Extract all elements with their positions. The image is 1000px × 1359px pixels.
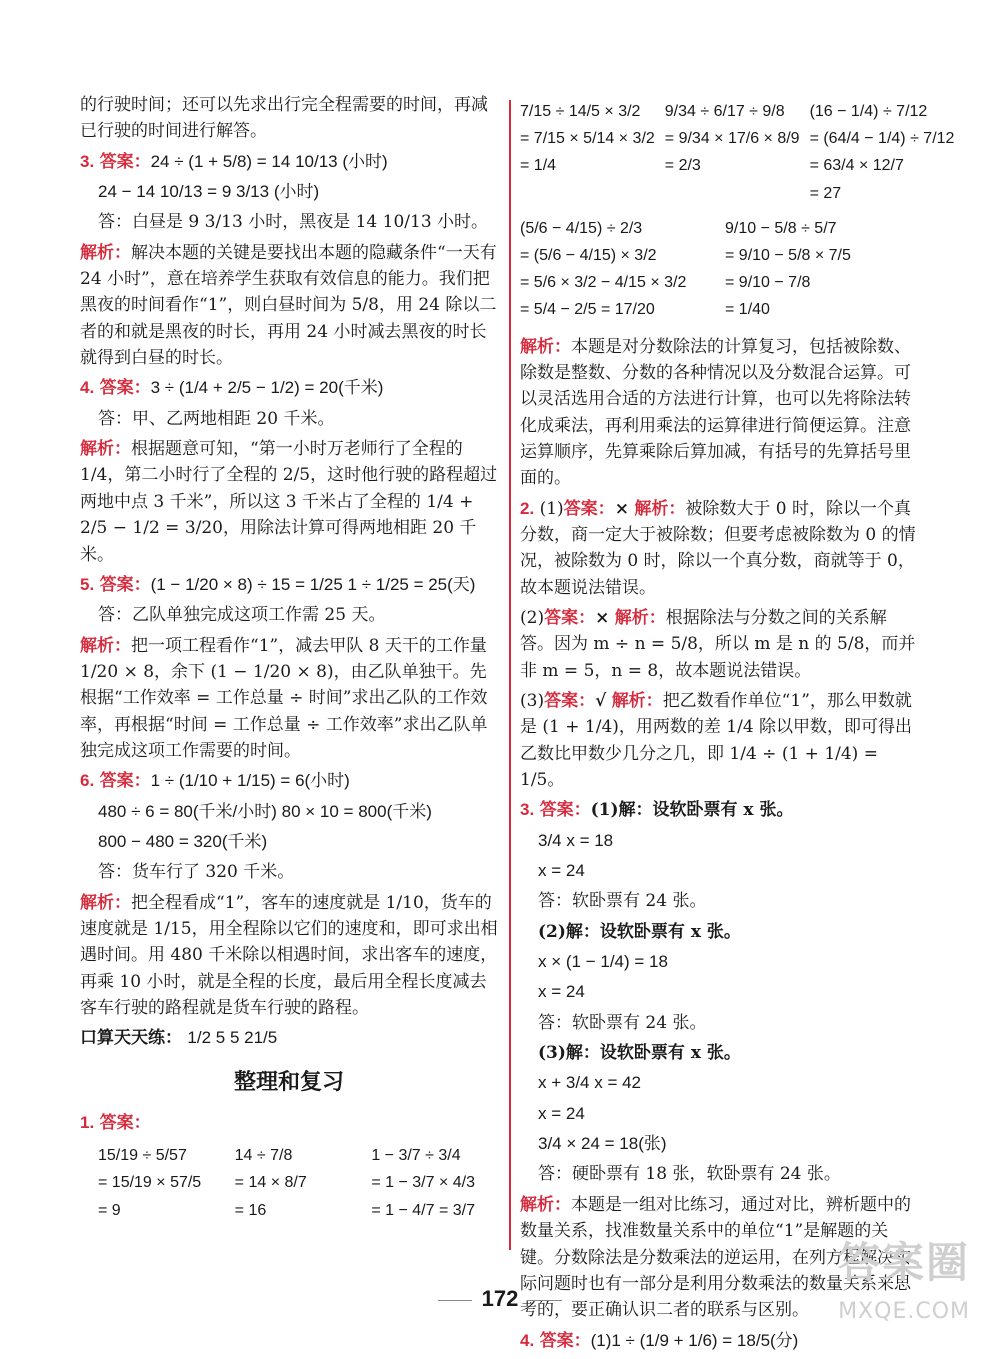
question-number: 4.	[80, 378, 95, 398]
calc-block	[810, 98, 955, 207]
answer-tag: 答案：	[99, 771, 151, 791]
equation: (1)1 ÷ (1/9 + 1/6) = 18/5(分)	[590, 1330, 799, 1350]
part-label: (3)	[520, 690, 545, 711]
answer-tag: 答案：	[563, 498, 615, 518]
calc-step: = 27	[809, 184, 842, 202]
calc-step: = 16	[234, 1201, 267, 1219]
question-number: 3.	[520, 800, 535, 820]
calculation-grid	[520, 215, 920, 324]
calc-step: = 9/10 − 5/8 × 7/5	[725, 246, 851, 264]
question-number: 6.	[80, 771, 95, 791]
answer-mark: ×	[595, 607, 610, 628]
answer-tag: 答案：	[99, 574, 151, 594]
answer-tag: 答案：	[539, 1330, 591, 1350]
equation: x + 3/4 x = 42	[538, 1073, 642, 1093]
equation: 24 − 14 10/13 = 9 3/13 (小时)	[98, 182, 320, 202]
analysis-tag: 解析：	[80, 892, 131, 912]
mental-math-values: 1/2 5 5 21/5	[187, 1028, 278, 1048]
calc-step: = 9	[98, 1201, 121, 1219]
answer-tag: 答案：	[99, 1112, 151, 1132]
calc-step: = 5/6 × 3/2 − 4/15 × 3/2	[520, 274, 687, 292]
analysis-text: 把乙数看作单位“1”，那么甲数就是 (1 + 1/4)，用两数的差 1/4 除以甲数，即可得出乙数比甲数少几分之几，即 1/4 ÷ (1 + 1/4) = 1/5。	[520, 690, 913, 790]
analysis-text: 根据题意可知，“第一小时万老师行了全程的 1/4，第二小时行了全程的 2/5，这时他行驶的路程超过两地中点 3 千米”，所以这 3 千米占了全程的 1/4 + 2/5 − 1/2 = 3/20，用除法计算可得两地相距 20 千米。	[80, 439, 498, 565]
mental-math-row	[80, 1025, 498, 1051]
analysis-text: 本题是一组对比练习，通过对比，辨析题中的数量关系，找准数量关系中的单位“1”是解题的关键。分数除法是分数乘法的逆运用，在列方程解决实际问题时也有一部分是利用分数乘法的数量关系来思考的，要正确认识二者的联系与区别。	[520, 1194, 911, 1321]
solution-heading: (1)解：设软卧票有 x 张。	[590, 800, 794, 821]
equation: 1 ÷ (1/10 + 1/15) = 6(小时)	[150, 771, 350, 791]
calc-step: = 1 − 3/7 × 4/3	[371, 1174, 475, 1192]
answer-tag: 答案：	[544, 690, 596, 710]
question-number: 4.	[520, 1330, 535, 1350]
analysis-text: 被除数大于 0 时，除以一个真分数，商一定大于被除数；但要考虑被除数为 0 的情况，被除数为 0 时，除以一个真分数，商就等于 0，故本题说法错误。	[520, 498, 916, 598]
answer-statement: 答：白昼是 9 3/13 小时，黑夜是 14 10/13 小时。	[98, 212, 489, 233]
left-column	[80, 92, 498, 1230]
part-label: (2)	[520, 607, 545, 628]
equation: (1 − 1/20 × 8) ÷ 15 = 1/25 1 ÷ 1/25 = 25(天)	[150, 574, 476, 594]
right-column	[520, 92, 955, 1358]
analysis-tag: 解析：	[80, 635, 131, 655]
page-number-rule	[438, 1300, 472, 1301]
analysis-text: 把一项工程看作“1”，减去甲队 8 天干的工作量 1/20 × 8，余下 (1 − 1/20 × 8)，由乙队单独干。先根据“工作效率 = 工作总量 ÷ 时间”求出乙队的工作效率，再根据“时间 = 工作总量 ÷ 工作效率”求出乙队单独完成这项工作需要的时间。	[80, 635, 488, 761]
calc-block	[371, 1142, 498, 1224]
calc-step: = 7/15 × 5/14 × 3/2	[520, 130, 655, 148]
question-number: 2.	[520, 498, 535, 518]
equation: 480 ÷ 6 = 80(千米/小时) 80 × 10 = 800(千米)	[98, 801, 432, 821]
calc-block	[665, 98, 800, 207]
answer-tag: 答案：	[99, 151, 151, 171]
equation: x × (1 − 1/4) = 18	[538, 952, 668, 972]
part-label: (1)	[539, 498, 564, 519]
analysis-tag: 解析：	[611, 690, 663, 710]
watermark-url: MXQE.COM	[838, 1298, 970, 1324]
answer-statement: 答：乙队单独完成这项工作需 25 天。	[98, 605, 386, 626]
calc-block	[98, 1142, 225, 1224]
calc-block	[725, 215, 920, 324]
mental-math-label: 口算天天练：	[80, 1028, 182, 1049]
calc-step: = 15/19 × 57/5	[98, 1174, 202, 1192]
column-divider	[509, 100, 511, 1250]
answer-tag: 答案：	[544, 607, 596, 627]
calc-step: 1 − 3/7 ÷ 3/4	[371, 1147, 461, 1165]
equation: 3/4 x = 18	[538, 830, 614, 850]
section-title: 整理和复习	[233, 1069, 344, 1095]
question-3	[80, 149, 498, 372]
answer-statement: 答：硬卧票有 18 张，软卧票有 24 张。	[538, 1164, 841, 1185]
calc-step: = 1/4	[520, 157, 557, 175]
equation: 3 ÷ (1/4 + 2/5 − 1/2) = 20(千米)	[150, 378, 384, 398]
calc-step: 15/19 ÷ 5/57	[98, 1147, 187, 1165]
equation: x = 24	[538, 982, 585, 1002]
watermark-text: 答案圈	[837, 1237, 970, 1287]
equation: 3/4 × 24 = 18(张)	[538, 1134, 667, 1154]
analysis-tag: 解析：	[520, 336, 571, 356]
question-number: 1.	[80, 1112, 95, 1132]
question-6	[80, 768, 498, 1021]
equation: 24 ÷ (1 + 5/8) = 14 10/13 (小时)	[150, 151, 388, 171]
analysis-text: 根据除法与分数之间的关系解答。因为 m ÷ n = 5/8，所以 m 是 n 的 5/8，而并非 m = 5，n = 8，故本题说法错误。	[520, 607, 916, 681]
question-4	[80, 375, 498, 567]
answer-statement: 答：甲、乙两地相距 20 千米。	[98, 408, 335, 429]
calc-step: (16 − 1/4) ÷ 7/12	[809, 103, 928, 120]
calculation-grid	[80, 1142, 498, 1224]
answer-mark: ×	[614, 498, 629, 519]
calc-step: 7/15 ÷ 14/5 × 3/2	[520, 103, 641, 120]
question-2	[520, 496, 920, 794]
analysis-text: 把全程看成“1”，客车的速度就是 1/10，货车的速度就是 1/15，用全程除以它们的速度和，即可求出相遇时间。用 480 千米除以相遇时间，求出客车的速度，再乘 10 小时，就是全程的长度，最后用全程长度减去客车行驶的路程就是货车行驶的路程。	[80, 892, 498, 1018]
calc-block	[520, 98, 655, 207]
analysis-text: 本题是对分数除法的计算复习，包括被除数、除数是整数、分数的各种情况以及分数混合运算。可以灵活选用合适的方法进行计算，也可以先将除法转化成乘法，再利用乘法的运算律进行简便运算。注意运算顺序，先算乘除后算加减，有括号的先算括号里面的。	[520, 336, 911, 489]
analysis-tag: 解析：	[80, 242, 131, 262]
calc-step: = 63/4 × 12/7	[809, 157, 904, 175]
question-number: 5.	[80, 574, 95, 594]
answer-statement: 答：软卧票有 24 张。	[538, 1012, 707, 1033]
answer-mark: √	[595, 690, 607, 711]
answer-tag: 答案：	[539, 800, 591, 820]
analysis-tag: 解析：	[614, 607, 666, 627]
calc-step: = (5/6 − 4/15) × 3/2	[520, 246, 657, 264]
solution-heading: (2)解：设软卧票有 x 张。	[538, 921, 741, 942]
calc-step: = 5/4 − 2/5 = 17/20	[520, 301, 655, 319]
equation: 800 − 480 = 320(千米)	[98, 831, 268, 851]
analysis-text: 解决本题的关键是要找出本题的隐藏条件“一天有 24 小时”，意在培养学生获取有效信息的能力。我们把黑夜的时间看作“1”，则白昼时间为 5/8，用 24 除以二者的和就是黑夜的时长，再用 24 小时减去黑夜的时长就得到白昼的时长。	[80, 242, 497, 369]
calc-step: 9/10 − 5/8 ÷ 5/7	[725, 219, 837, 237]
question-number: 3.	[80, 151, 95, 171]
calc-step: = 14 × 8/7	[234, 1174, 307, 1192]
calc-step: = 1 − 4/7 = 3/7	[371, 1201, 475, 1219]
page-number: 172	[481, 1286, 519, 1311]
analysis-tag: 解析：	[634, 498, 686, 518]
question-4	[520, 1328, 920, 1354]
answer-statement: 答：软卧票有 24 张。	[538, 891, 707, 912]
calc-step: = 1/40	[725, 301, 770, 319]
calc-step: = 2/3	[664, 157, 701, 175]
question-5	[80, 572, 498, 764]
calc-block	[520, 215, 715, 324]
calc-step: = 9/10 − 7/8	[725, 274, 811, 292]
analysis-tag: 解析：	[80, 439, 131, 459]
calc-step: = (64/4 − 1/4) ÷ 7/12	[809, 130, 955, 148]
page-number-rule	[528, 1300, 562, 1301]
equation: x = 24	[538, 1103, 585, 1123]
calc-step: = 9/34 × 17/6 × 8/9	[664, 130, 800, 148]
calc-step: 14 ÷ 7/8	[234, 1147, 293, 1165]
calc-step: (5/6 − 4/15) ÷ 2/3	[520, 219, 643, 237]
calculation-grid	[520, 98, 955, 207]
equation: x = 24	[538, 861, 585, 881]
calc-block	[235, 1142, 362, 1224]
analysis-tag: 解析：	[520, 1194, 571, 1214]
solution-heading: (3)解：设软卧票有 x 张。	[538, 1043, 741, 1064]
watermark-logo	[838, 1230, 970, 1329]
answer-tag: 答案：	[99, 378, 151, 398]
intro-text: 的行驶时间；还可以先求出行完全程需要的时间，再减已行驶的时间进行解答。	[80, 95, 488, 142]
calc-step: 9/34 ÷ 6/17 ÷ 9/8	[664, 103, 785, 120]
review-question-1	[80, 1110, 498, 1224]
answer-statement: 答：货车行了 320 千米。	[98, 862, 295, 883]
